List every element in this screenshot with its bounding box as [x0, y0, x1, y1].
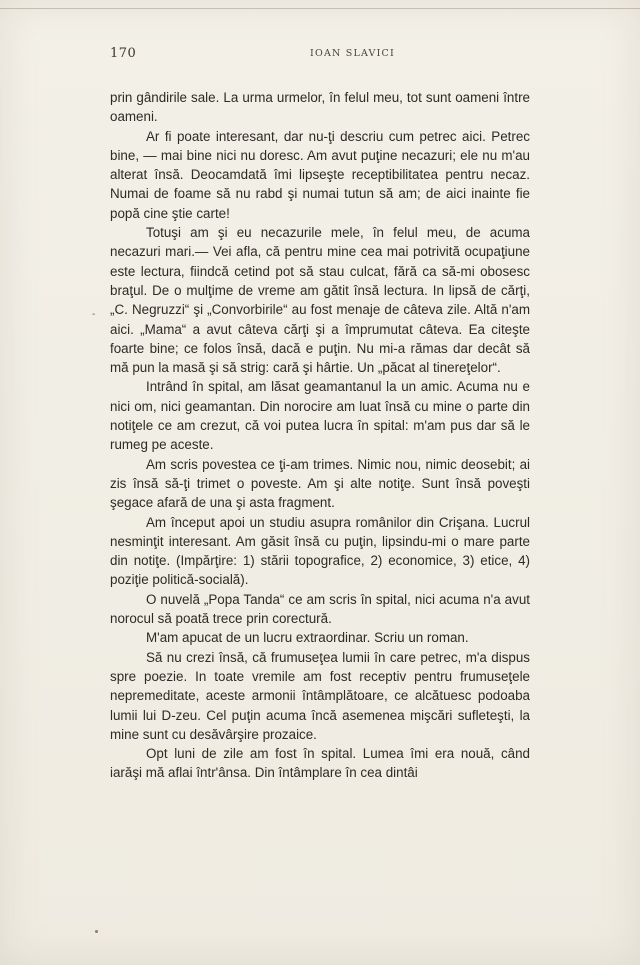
page-header — [110, 46, 540, 66]
paragraph: M'am apucat de un lucru extraordinar. Scriu un roman. — [146, 630, 469, 646]
paragraph: O nuvelă „Popa Tanda“ ce am scris în spital, nici acuma n'a avut norocul să poată trece prin corectură. — [110, 591, 530, 627]
paragraph: prin gândirile sale. La urma urmelor, în felul meu, tot sunt oameni între oameni. — [110, 90, 530, 125]
page-speck — [95, 930, 98, 933]
body-text — [110, 88, 530, 783]
paragraph: Am scris povestea ce ţi-am trimes. Nimic nou, nimic deosebit; ai zis însă să-ţi trimet o poveste. Am şi alte notiţe. Sunt însă poveşti şegace afară de una şi asta fragment. — [110, 456, 530, 511]
paragraph: Să nu crezi însă, că frumuseţea lumii în care petrec, m'a dispus spre poezie. In toate vremile am fost receptiv pentru frumuseţele nepremeditate, aceste armonii întâmplătoare, ce alcătuesc podoaba lumii lui D-zeu. Cel puţin acuma încă asemenea mişcări sufleteşti, la mine sunt cu desăvârşire prozaice. — [110, 649, 530, 742]
paragraph: Opt luni de zile am fost în spital. Lumea îmi era nouă, când iarăşi mă aflai într'ânsa. Din întâmplare în cea dintâi — [110, 746, 530, 781]
paragraph: Am început apoi un studiu asupra românilor din Crişana. Lucrul nesminţit interesant. Am găsit însă cu puţin, lipsindu-mi o mare parte din notiţe. (Impărţire: 1) stării topografice, 2) economice, 3) etice, 4) poziţie politică-socială). — [110, 514, 530, 588]
margin-mark: - — [92, 309, 96, 320]
running-head: IOAN SLAVICI — [310, 48, 395, 59]
paragraph: Ar fi poate interesant, dar nu-ţi descriu cum petrec aici. Petrec bine, — mai bine nici nu doresc. Am avut puţine necazuri; ele nu m'au alterat însă. Deocamdată îmi lipseşte receptibilitatea pentru necaz. Numai de foame să nu rabd şi numai tutun să am; de aici inainte fie popă cine ştie carte! — [110, 128, 530, 221]
paragraph: Intrând în spital, am lăsat geamantanul la un amic. Acuma nu e nici om, nici geamantan. Din norocire am luat însă cu mine o parte din notiţele ce am crezut, că voi putea lucra în spital: m'am pus dar să le rumeg pe aceste. — [110, 379, 530, 453]
page-number: 170 — [110, 46, 137, 61]
page-top-edge — [0, 8, 640, 9]
paragraph: Totuşi am şi eu necazurile mele, în felul meu, de acuma necazuri mari.— Vei afla, că pentru mine cea mai potrivită ocupaţiune este lectura, fiindcă cetind pot să stau culcat, fără ca să-mi obosesc braţul. De o mulţime de vreme am gătit însă lectura. In lipsă de cărţi, „C. Negruzzi“ şi „Convorbirile“ au fost menaje de câteva zile. Altă n'am aici. „Mama“ a avut câteva cărţi şi a împrumutat câteva. Ea citeşte foarte bine; ce folos însă, dacă e puţin. Nu mi-a rămas dar decât să mă pun la masă şi să strig: cară şi hârtie. Un „păcat al tinereţelor“. — [110, 225, 530, 376]
